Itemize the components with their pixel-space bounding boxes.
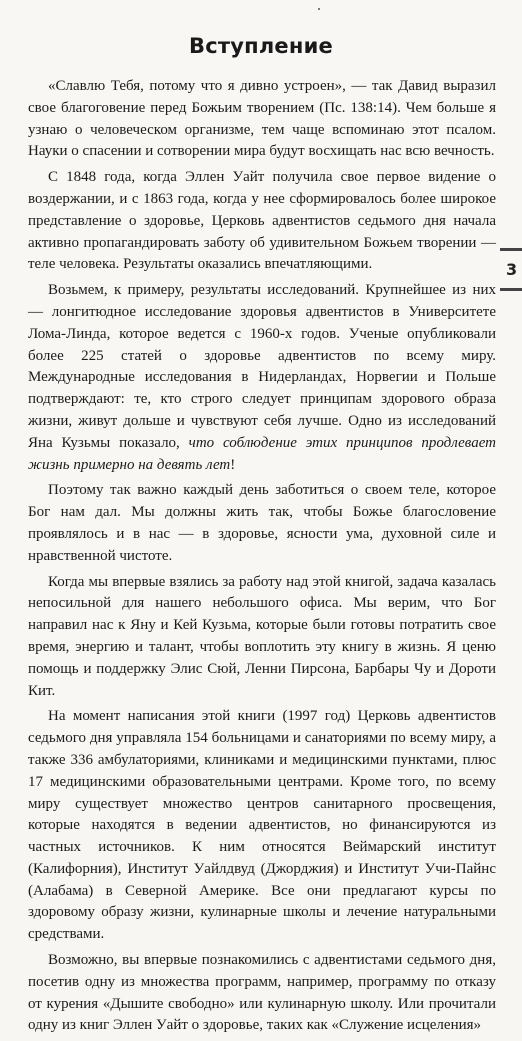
paragraph-2: С 1848 года, когда Эллен Уайт получила свое первое видение о воздержании, и с 1863 года, когда у нее сформировалось более широкое представление о здоровье, Церковь адвентистов седьмого дня начала активно пропагандировать заботу об удивительном Божьем творении — теле человека. Результаты оказались впечатляющими. xyxy=(28,169,496,273)
paragraph-5: Когда мы впервые взялись за работу над этой книгой, задача казалась непосильной для нашего небольшого офиса. Мы верим, что Бог направил нас к Яну и Кей Кузьма, которые были готовы потратить свое время, энергию и талант, чтобы воплотить эту книгу в жизнь. Я ценю помощь и поддержку Элис Сюй, Ленни Пирсона, Барбары Чу и Дороти Кит. xyxy=(28,573,496,699)
page-tab-rule-top xyxy=(500,248,522,251)
paragraph-7: Возможно, вы впервые познакомились с адвентистами седьмого дня, посетив одну из множества программ, например, программу по отказу от курения «Дышите свободно» или кулинарную школу. Или прочитали одну из книг Эллен Уайт о здоровье, таких как «Служение исцеления» xyxy=(28,952,496,1034)
page-tab-rule-bottom xyxy=(500,288,522,291)
paragraph-3 xyxy=(28,280,496,476)
page-number-tab xyxy=(500,248,522,292)
chapter-title: Вступление xyxy=(189,34,333,58)
paragraph-3-italic: что соблюдение этих принципов продлевает жизнь примерно на девять лет xyxy=(28,434,496,473)
paragraph-6: На момент написания этой книги (1997 год) Церковь адвентистов седьмого дня управляла 154 больницами и санаториями по всему миру, а также 336 амбулаториями, клиниками и медицинскими пунктами, плюс 17 медицинскими образовательными центрами. Кроме того, по всему миру существует множество центров санитарного просвещения, которые находятся в ведении адвентистов, но финансируются из частных источников. К ним относятся Веймарский институт (Калифорния), Институт Уайлдвуд (Джорджия) и Институт Учи-Пайнс (Алабама) в Северной Америке. Все они предлагают курсы по здоровому образу жизни, кулинарные школы и лечение натуральными средствами. xyxy=(28,708,496,943)
body-text xyxy=(28,76,496,1041)
paragraph-4: Поэтому так важно каждый день заботиться о своем теле, которое Бог нам дал. Мы должны жить так, чтобы Божье благословение проявлялось и в нас — в здоровье, ясности ума, духовной силе и нравственной чистоте. xyxy=(28,482,496,564)
print-speck xyxy=(318,8,320,10)
paragraph-3-text: Возьмем, к примеру, результаты исследований. Крупнейшее из них — лонгитюдное исследование здоровья адвентистов в Университете Лома-Линда, которое ведется с 1960-х годов. Ученые опубликовали более 225 статей о здоровье адвентистов по всему миру. Международные исследования в Нидерландах, Норвегии и Польше подтверждают: те, кто строго следует принципам здорового образа жизни, живут дольше и чувствуют себя лучше. Одно из исследований Яна Кузьмы показало, xyxy=(28,282,496,451)
paragraph-1: «Славлю Тебя, потому что я дивно устроен», — так Давид выразил свое благоговение перед Божьим творением (Пс. 138:14). Чем больше я узнаю о человеческом организме, тем чаще вспоминаю этот псалом. Науки о спасении и сотворении мира будут восхищать нас всю вечность. xyxy=(28,78,496,160)
paragraph-3-tail: ! xyxy=(230,456,236,473)
page-number: 3 xyxy=(506,260,518,279)
